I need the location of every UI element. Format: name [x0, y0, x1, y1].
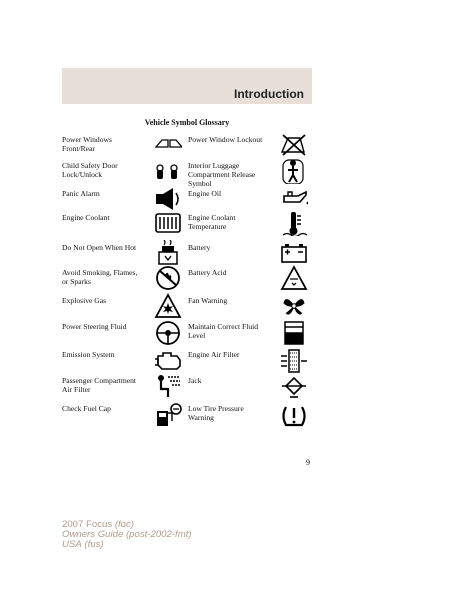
symbol-label: Jack [188, 376, 202, 385]
symbol-label: Passenger Compartment Air Filter [62, 376, 137, 394]
no-smoking-icon [154, 265, 182, 296]
cabin-filter-icon [154, 373, 182, 404]
symbol-label: Child Safety Door Lock/Unlock [62, 161, 118, 179]
acid-warning-icon [280, 265, 308, 296]
tire-pressure-icon [280, 401, 308, 432]
trunk-release-icon [280, 158, 308, 189]
symbol-label: Emission System [62, 350, 115, 359]
child-lock-icon [154, 158, 182, 189]
footer-line-3: USA (fus) [62, 539, 104, 550]
symbol-label: Low Tire Pressure Warning [188, 404, 244, 422]
symbol-label: Explosive Gas [62, 296, 107, 305]
symbol-label: Engine Air Filter [188, 350, 240, 359]
symbol-label: Do Not Open When Hot [62, 243, 137, 252]
symbol-label: Power Steering Fluid [62, 322, 127, 331]
symbol-label: Power Windows Front/Rear [62, 135, 112, 153]
symbol-label: Check Fuel Cap [62, 404, 111, 413]
fluid-level-icon [280, 319, 308, 350]
section-header-bar [62, 68, 312, 104]
symbol-label: Panic Alarm [62, 189, 100, 198]
thermometer-icon [280, 210, 308, 241]
coolant-icon [154, 210, 182, 241]
footer-line-1: 2007 Focus (foc) [62, 519, 134, 530]
section-title: Introduction [234, 87, 304, 101]
symbol-label: Fan Warning [188, 296, 228, 305]
steering-wheel-icon [154, 319, 182, 350]
symbol-label: Maintain Correct Fluid Level [188, 322, 259, 340]
fuel-cap-icon [154, 401, 182, 432]
jack-icon [280, 373, 308, 404]
symbol-label: Engine Coolant [62, 213, 110, 222]
symbol-label: Interior Luggage Compartment Release Symbol [188, 161, 256, 188]
symbol-label: Battery [188, 243, 211, 252]
symbol-label: Power Window Lockout [188, 135, 263, 144]
page-number: 9 [306, 458, 310, 467]
symbol-label: Engine Coolant Temperature [188, 213, 236, 231]
symbol-label: Avoid Smoking, Flames, or Sparks [62, 268, 138, 286]
symbol-label: Battery Acid [188, 268, 227, 277]
glossary-title: Vehicle Symbol Glossary [144, 118, 230, 127]
symbol-label: Engine Oil [188, 189, 222, 198]
footer-line-2: Owners Guide (post-2002-fmt) [62, 529, 192, 540]
footer [62, 520, 192, 550]
